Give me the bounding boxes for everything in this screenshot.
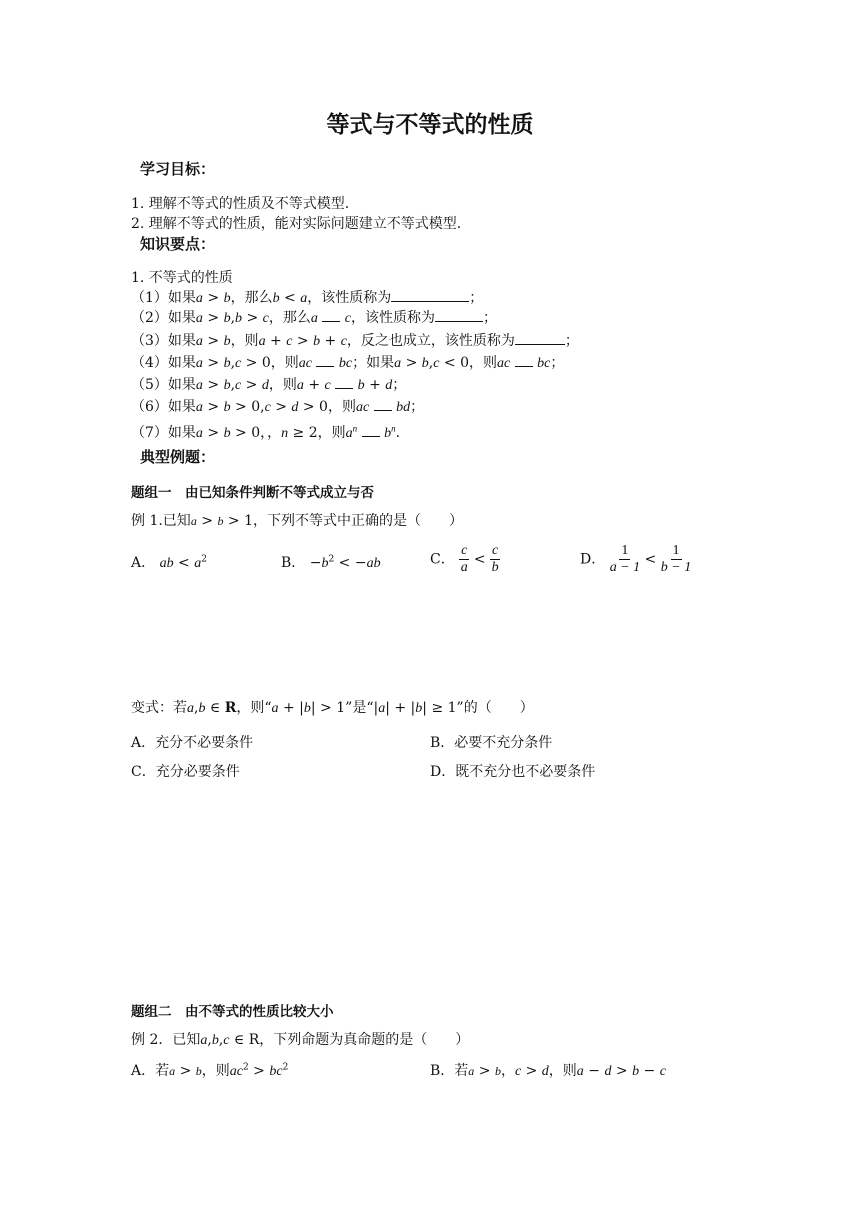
- property-2: （2）如果a > b,b > c，那么a c，该性质称为 ；: [131, 310, 497, 326]
- objective-1: 1. 理解不等式的性质及不等式模型.: [131, 196, 350, 212]
- example-1-option-b[interactable]: B． $-b^2 < -ab$: [281, 554, 381, 571]
- variant-option-c[interactable]: C．充分必要条件: [131, 764, 240, 780]
- example-1-stem: 例 1.已知a > b > 1，下列不等式中正确的是（ ）: [131, 513, 463, 529]
- knowledge-heading: 知识要点：: [140, 235, 216, 253]
- variant-stem: 变式：若a,b ∈ R，则“a + |b| > 1”是“|a| + |b| ≥ 1”的（ ）: [131, 700, 534, 716]
- variant-option-b[interactable]: B．必要不充分条件: [430, 735, 553, 751]
- objectives-heading: 学习目标：: [140, 160, 216, 178]
- property-7: （7）如果a > b > 0，，n ≥ 2，则$a^n$ $b^n$.: [131, 423, 401, 441]
- example-2-option-a[interactable]: A．若a > b，则$ac^2 > bc^2$: [131, 1062, 289, 1079]
- page-title: 等式与不等式的性质: [326, 112, 534, 138]
- property-6: （6）如果a > b > 0,c > d > 0，则ac bd；: [131, 399, 425, 415]
- property-5: （5）如果a > b,c > d，则a + c b + d；: [131, 377, 407, 393]
- property-1: （1）如果a > b，那么b < a，该性质称为 ；: [131, 290, 484, 306]
- properties-subheading: 1. 不等式的性质: [131, 270, 233, 286]
- variant-option-d[interactable]: D．既不充分也不必要条件: [430, 764, 596, 780]
- examples-heading: 典型例题：: [140, 448, 216, 466]
- example-2-option-b[interactable]: B．若a > b，c > d，则a − d > b − c: [430, 1063, 666, 1079]
- example-1-option-a[interactable]: A． ab < $a^2$: [131, 554, 207, 571]
- property-4: （4）如果a > b,c > 0，则ac bc；如果a > b,c < 0，则ac bc；: [131, 355, 565, 371]
- group-2-heading: 题组二 由不等式的性质比较大小: [131, 1004, 334, 1020]
- property-3: （3）如果a > b，则a + c > b + c，反之也成立，该性质称为 ；: [131, 333, 579, 349]
- group-1-heading: 题组一 由已知条件判断不等式成立与否: [131, 485, 374, 501]
- example-1-option-d[interactable]: D． $\frac{1}{a - 1}$ < $\frac{1}{b - 1}$: [580, 543, 692, 575]
- example-2-stem: 例 2．已知a,b,c ∈ R，下列命题为真命题的是（ ）: [131, 1032, 470, 1048]
- variant-option-a[interactable]: A．充分不必要条件: [131, 735, 254, 751]
- objective-2: 2. 理解不等式的性质，能对实际问题建立不等式模型.: [131, 216, 462, 232]
- example-1-option-c[interactable]: C． $\frac{c}{a}$ < $\frac{c}{b}$: [430, 543, 499, 575]
